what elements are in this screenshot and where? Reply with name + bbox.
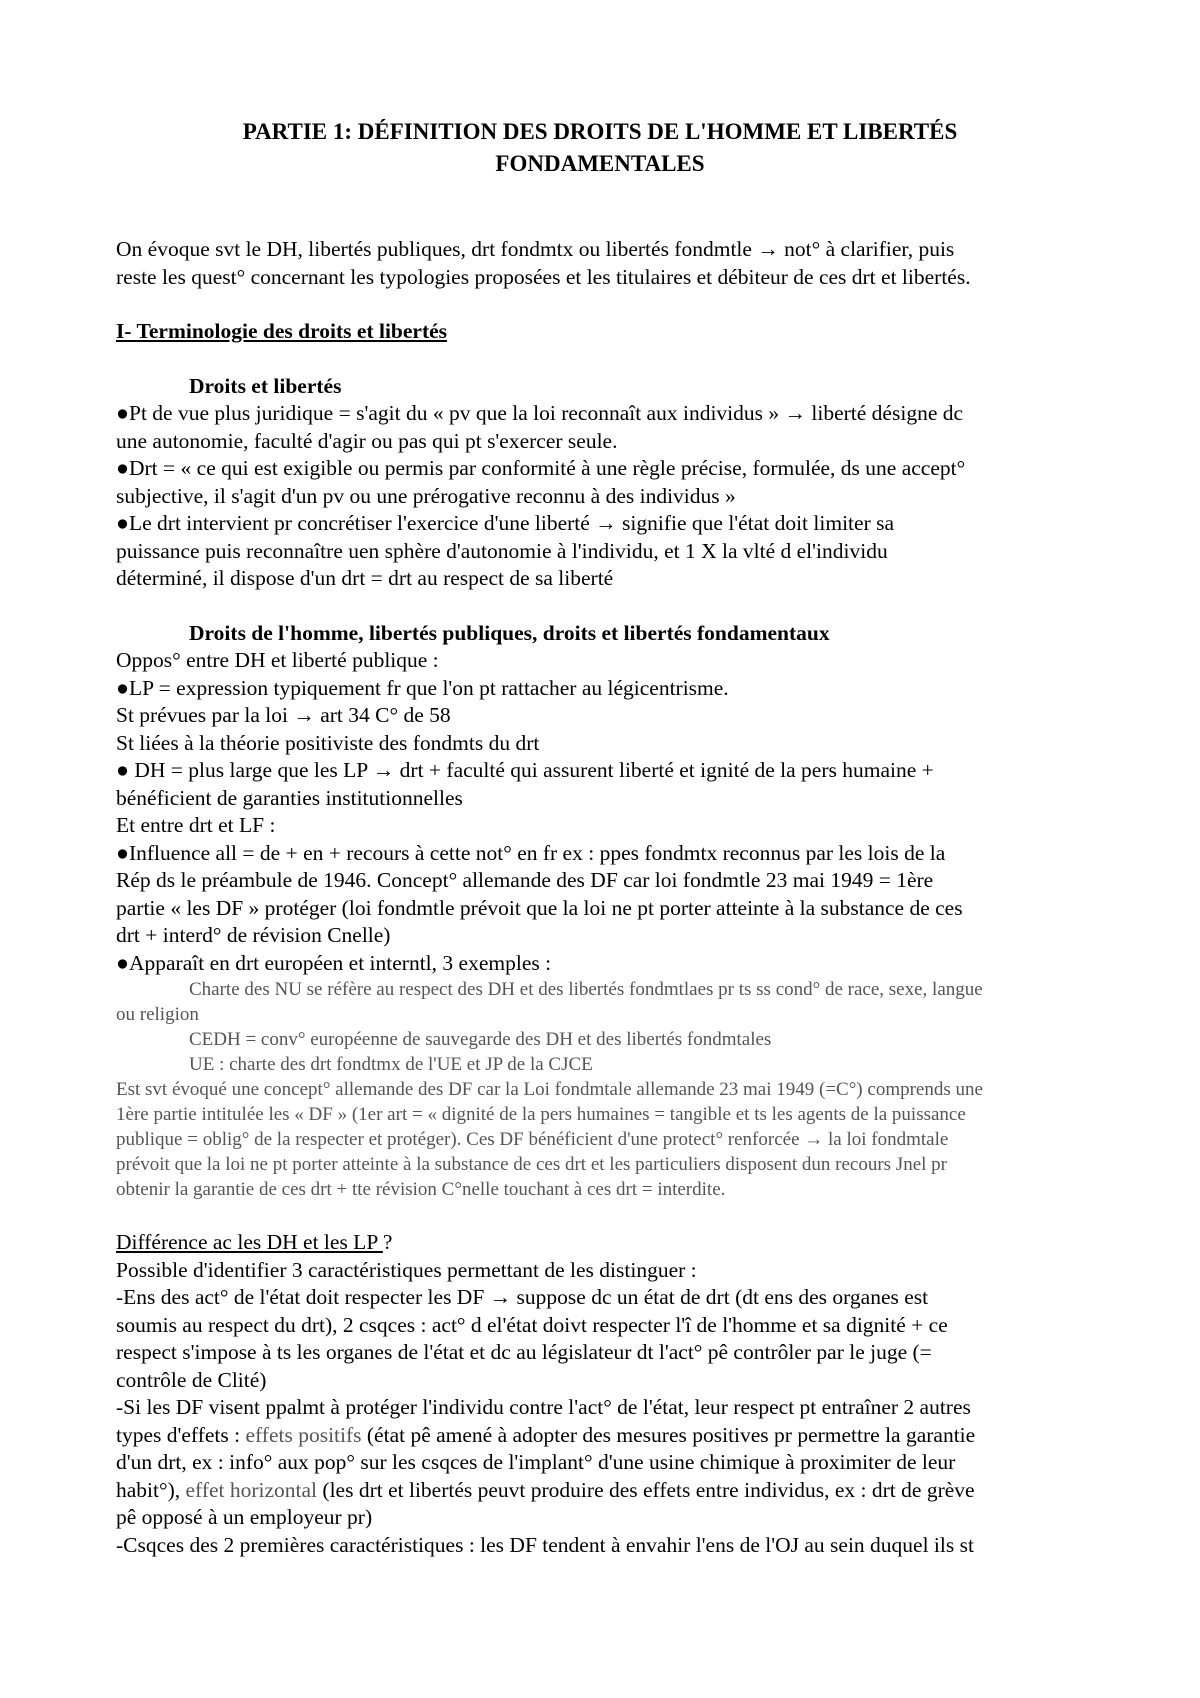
paragraph-line: -Ens des act° de l'état doit respecter les DF → suppose dc un état de drt (dt ens des organes est [116, 1285, 929, 1309]
paragraph-line: ● DH = plus large que les LP → drt + faculté qui assurent liberté et ignité de la pers humaine + [116, 758, 934, 782]
document-body [116, 236, 1116, 1559]
subheading-droits-libertes: Droits et libertés [189, 373, 342, 398]
paragraph-line [116, 1422, 1116, 1450]
grey-note-line: 1ère partie intitulée les « DF » (1er art = « dignité de la pers humaines = tangible et ts les agents de la puissance [116, 1104, 966, 1125]
paragraph-line: bénéficient de garanties institutionnelles [116, 785, 463, 810]
paragraph-line: subjective, il s'agit d'un pv ou une prérogative reconnu à des individus » [116, 483, 736, 508]
paragraph-line: St prévues par la loi → art 34 C° de 58 [116, 703, 451, 727]
paragraph-line: soumis au respect du drt), 2 csqces : act° d el'état doivt respecter l'î de l'homme et sa dignité + ce [116, 1312, 948, 1337]
grey-example-line: ou religion [116, 1004, 199, 1025]
paragraph-line: puissance puis reconnaître uen sphère d'autonomie à l'individu, et 1 X la vlté d el'individu [116, 538, 888, 563]
grey-note-line: obtenir la garantie de ces drt + tte révision C°nelle touchant à ces drt = interdite. [116, 1179, 726, 1200]
paragraph-line: ●Apparaît en drt européen et interntl, 3 exemples : [116, 950, 552, 975]
effet-horizontal-term: effet horizontal [185, 1477, 318, 1502]
paragraph-line: ●Drt = « ce qui est exigible ou permis par conformité à une règle précise, formulée, ds une accept° [116, 456, 966, 480]
grey-example-line: Charte des NU se réfère au respect des DH et des libertés fondmtlaes pr ts ss cond° de race, sexe, langue [189, 979, 983, 1000]
paragraph-line: d'un drt, ex : info° aux pop° sur les csqces de l'implant° d'une usine chimique à proximiter de leur [116, 1450, 956, 1474]
paragraph-line: Rép ds le préambule de 1946. Concept° allemande des DF car loi fondmtle 23 mai 1949 = 1ère [116, 868, 934, 892]
grey-example-line: UE : charte des drt fondtmx de l'UE et JP de la CJCE [189, 1054, 593, 1075]
grey-note-line: prévoit que la loi ne pt porter atteinte à la substance de ces drt et les particuliers disposent dun recours Jnel pr [116, 1154, 947, 1175]
document-title [100, 116, 1100, 180]
text-run: (état pê amené à adopter des mesures positives pr permettre la garantie [361, 1422, 976, 1447]
paragraph-line: pê opposé à un employeur pr) [116, 1505, 373, 1529]
paragraph-line: ●Pt de vue plus juridique = s'agit du « pv que la loi reconnaît aux individus » → liberté désigne dc [116, 401, 964, 425]
intro-line: reste les quest° concernant les typologies proposées et les titulaires et débiteur de ces drt et libertés. [116, 264, 971, 289]
section-heading: I- Terminologie des droits et libertés [116, 319, 448, 343]
text-run: (les drt et libertés peuvt produire des effets entre individus, ex : drt de grève [317, 1477, 975, 1502]
paragraph-line: Et entre drt et LF : [116, 813, 276, 837]
intro-line: On évoque svt le DH, libertés publiques, drt fondmtx ou libertés fondmtle → not° à clarifier, puis [116, 237, 955, 261]
difference-heading-suffix: ? [382, 1230, 393, 1254]
paragraph-line: drt + interd° de révision Cnelle) [116, 923, 391, 947]
paragraph-line: Possible d'identifier 3 caractéristiques permettant de les distinguer : [116, 1257, 697, 1282]
grey-note-line: publique = oblig° de la respecter et protéger). Ces DF bénéficient d'une protect° renforcée → la loi fondmtale [116, 1129, 949, 1150]
subheading-difference [116, 1229, 1116, 1257]
paragraph-line [116, 1477, 1116, 1505]
text-run: types d'effets : [116, 1422, 246, 1447]
paragraph-line: St liées à la théorie positiviste des fondmts du drt [116, 730, 540, 755]
paragraph-line: respect s'impose à ts les organes de l'état et dc au législateur dt l'act° pê contrôler par le juge (= [116, 1340, 932, 1364]
paragraph-line: une autonomie, faculté d'agir ou pas qui pt s'exercer seule. [116, 428, 618, 453]
grey-example-line: CEDH = conv° européenne de sauvegarde des DH et des libertés fondmtales [189, 1029, 772, 1050]
paragraph-line: -Si les DF visent ppalmt à protéger l'individu contre l'act° de l'état, leur respect pt entraîner 2 autres [116, 1395, 971, 1419]
effets-positifs-term: effets positifs [245, 1422, 362, 1447]
title-line-2: FONDAMENTALES [495, 151, 705, 176]
paragraph-line: déterminé, il dispose d'un drt = drt au respect de sa liberté [116, 566, 614, 590]
title-line-1: PARTIE 1: DÉFINITION DES DROITS DE L'HOMME ET LIBERTÉS [242, 119, 958, 144]
paragraph-line: ●LP = expression typiquement fr que l'on pt rattacher au légicentrisme. [116, 675, 729, 700]
paragraph-line: partie « les DF » protéger (loi fondmtle prévoit que la loi ne pt porter atteinte à la substance de ces [116, 895, 963, 920]
subheading-dh-lp: Droits de l'homme, libertés publiques, droits et libertés fondamentaux [189, 620, 830, 645]
paragraph-line: contrôle de Clité) [116, 1367, 267, 1392]
difference-heading: Différence ac les DH et les LP [116, 1230, 383, 1254]
grey-note-line: Est svt évoqué une concept° allemande des DF car la Loi fondmtale allemande 23 mai 1949 (=C°) comprends une [116, 1079, 983, 1100]
paragraph-line: ●Influence all = de + en + recours à cette not° en fr ex : ppes fondmtx reconnus par les lois de la [116, 840, 946, 865]
paragraph-line: ●Le drt intervient pr concrétiser l'exercice d'une liberté → signifie que l'état doit limiter sa [116, 511, 895, 535]
paragraph-line: -Csqces des 2 premières caractéristiques : les DF tendent à envahir l'ens de l'OJ au sein duquel ils st [116, 1532, 974, 1557]
text-run: habit°), [116, 1477, 186, 1502]
paragraph-line: Oppos° entre DH et liberté publique : [116, 648, 439, 672]
